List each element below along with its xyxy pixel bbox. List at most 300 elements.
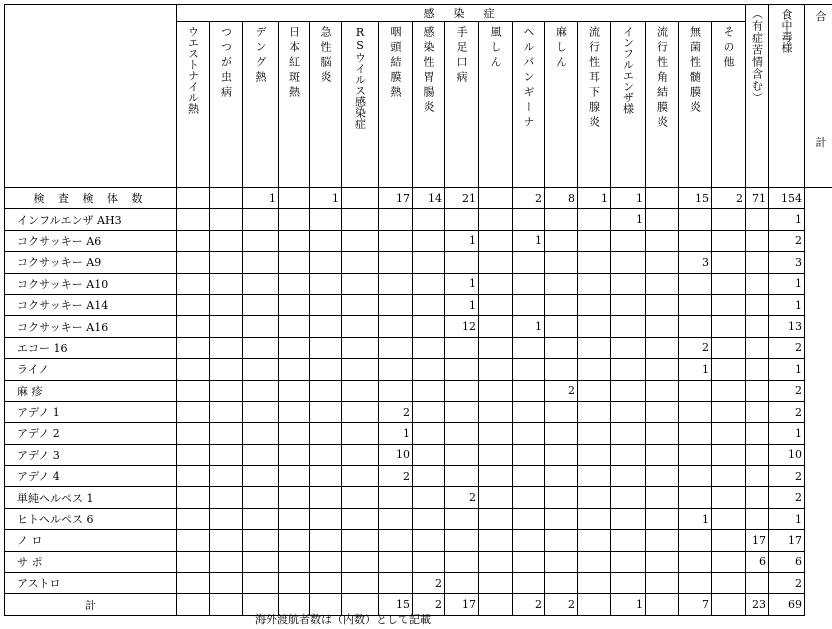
cell bbox=[177, 230, 210, 251]
cell: 8 bbox=[545, 188, 578, 209]
cell: 2 bbox=[545, 594, 578, 615]
cell: 2 bbox=[712, 188, 746, 209]
cell bbox=[578, 444, 611, 465]
cell bbox=[279, 294, 310, 315]
cell bbox=[445, 573, 479, 594]
cell bbox=[279, 423, 310, 444]
cell bbox=[310, 380, 342, 401]
row-total: 1 bbox=[769, 508, 805, 529]
cell bbox=[177, 508, 210, 529]
cell bbox=[513, 573, 545, 594]
cell bbox=[243, 380, 279, 401]
row-total: 2 bbox=[769, 573, 805, 594]
cell: 3 bbox=[679, 252, 712, 273]
cell: 1 bbox=[513, 230, 545, 251]
cell bbox=[413, 380, 445, 401]
cell bbox=[210, 487, 243, 508]
cell bbox=[210, 252, 243, 273]
cell bbox=[342, 444, 379, 465]
group-header-infectious-disease: 感 染 症 bbox=[177, 5, 746, 22]
cell bbox=[177, 423, 210, 444]
specimen-count-row bbox=[5, 188, 832, 209]
cell: 1 bbox=[611, 594, 646, 615]
row-total: 2 bbox=[769, 487, 805, 508]
cell bbox=[210, 530, 243, 551]
row-label: アデノ 3 bbox=[5, 444, 177, 465]
cell bbox=[243, 273, 279, 294]
cell bbox=[545, 487, 578, 508]
row-label: コクサッキー A10 bbox=[5, 273, 177, 294]
cell: 2 bbox=[379, 401, 413, 422]
row-total: 1 bbox=[769, 359, 805, 380]
cell: 1 bbox=[445, 230, 479, 251]
cell bbox=[279, 316, 310, 337]
cell bbox=[479, 230, 513, 251]
cell bbox=[243, 337, 279, 358]
cell bbox=[611, 487, 646, 508]
cell bbox=[545, 551, 578, 572]
cell bbox=[342, 423, 379, 444]
cell bbox=[342, 252, 379, 273]
cell bbox=[646, 530, 679, 551]
cell bbox=[210, 273, 243, 294]
cell bbox=[611, 466, 646, 487]
cell bbox=[413, 530, 445, 551]
cell bbox=[479, 594, 513, 615]
cell bbox=[611, 573, 646, 594]
cell bbox=[243, 294, 279, 315]
cell bbox=[712, 337, 746, 358]
cell bbox=[646, 380, 679, 401]
column-header-label: 咽頭結膜熱 bbox=[389, 26, 402, 101]
column-header-label: 風しん bbox=[489, 26, 502, 71]
cell bbox=[445, 380, 479, 401]
cell bbox=[646, 230, 679, 251]
column-header-9 bbox=[479, 22, 513, 188]
cell bbox=[310, 573, 342, 594]
column-header-label: その他 bbox=[722, 26, 736, 71]
cell bbox=[545, 230, 578, 251]
cell: 1 bbox=[243, 188, 279, 209]
cell bbox=[513, 294, 545, 315]
cell bbox=[545, 359, 578, 380]
cell bbox=[578, 337, 611, 358]
cell bbox=[243, 423, 279, 444]
row-total: 2 bbox=[769, 230, 805, 251]
cell bbox=[746, 252, 769, 273]
cell bbox=[342, 401, 379, 422]
cell bbox=[746, 444, 769, 465]
column-header-8 bbox=[445, 22, 479, 188]
cell bbox=[611, 508, 646, 529]
cell bbox=[413, 252, 445, 273]
cell bbox=[712, 466, 746, 487]
cell bbox=[545, 252, 578, 273]
cell: 2 bbox=[413, 594, 445, 615]
cell bbox=[310, 252, 342, 273]
cell bbox=[210, 508, 243, 529]
cell bbox=[578, 252, 611, 273]
cell bbox=[177, 380, 210, 401]
cell bbox=[513, 423, 545, 444]
cell bbox=[611, 444, 646, 465]
cell bbox=[342, 573, 379, 594]
column-header-14 bbox=[646, 22, 679, 188]
cell bbox=[279, 573, 310, 594]
cell bbox=[479, 423, 513, 444]
cell: 1 bbox=[611, 188, 646, 209]
cell bbox=[545, 423, 578, 444]
cell bbox=[177, 594, 210, 615]
cell bbox=[646, 209, 679, 230]
cell bbox=[611, 423, 646, 444]
cell bbox=[513, 551, 545, 572]
column-header-label: 無菌性髄膜炎 bbox=[688, 26, 702, 116]
cell: 1 bbox=[379, 423, 413, 444]
cell bbox=[210, 444, 243, 465]
cell bbox=[679, 530, 712, 551]
column-header-label: （有症苦情含む） bbox=[750, 8, 764, 104]
column-header-1 bbox=[210, 22, 243, 188]
cell bbox=[479, 316, 513, 337]
cell bbox=[342, 508, 379, 529]
cell bbox=[243, 466, 279, 487]
cell bbox=[279, 188, 310, 209]
row-label: 計 bbox=[5, 594, 177, 615]
cell bbox=[445, 530, 479, 551]
row-total: 3 bbox=[769, 252, 805, 273]
cell bbox=[243, 252, 279, 273]
cell bbox=[210, 294, 243, 315]
cell bbox=[210, 401, 243, 422]
cell bbox=[679, 401, 712, 422]
cell bbox=[611, 337, 646, 358]
cell bbox=[342, 294, 379, 315]
cell bbox=[513, 359, 545, 380]
table-row bbox=[5, 508, 832, 529]
cell bbox=[679, 294, 712, 315]
cell bbox=[310, 316, 342, 337]
cell bbox=[445, 252, 479, 273]
cell bbox=[310, 209, 342, 230]
cell bbox=[243, 209, 279, 230]
cell bbox=[445, 551, 479, 572]
cell bbox=[479, 359, 513, 380]
row-total: 69 bbox=[769, 594, 805, 615]
table-row bbox=[5, 230, 832, 251]
column-header-15 bbox=[679, 22, 712, 188]
cell bbox=[210, 380, 243, 401]
cell bbox=[545, 444, 578, 465]
cell: 15 bbox=[679, 188, 712, 209]
cell bbox=[210, 188, 243, 209]
cell bbox=[679, 466, 712, 487]
column-header-label: 感染性胃腸炎 bbox=[422, 26, 435, 116]
cell bbox=[379, 530, 413, 551]
cell bbox=[712, 273, 746, 294]
cell bbox=[243, 359, 279, 380]
cell bbox=[578, 530, 611, 551]
cell: 17 bbox=[379, 188, 413, 209]
cell bbox=[177, 401, 210, 422]
table-row bbox=[5, 466, 832, 487]
column-header-food-poisoning bbox=[769, 5, 805, 188]
cell bbox=[746, 401, 769, 422]
cell bbox=[379, 359, 413, 380]
cell bbox=[479, 573, 513, 594]
cell bbox=[646, 316, 679, 337]
cell bbox=[712, 294, 746, 315]
cell bbox=[545, 294, 578, 315]
cell: 1 bbox=[513, 316, 545, 337]
cell bbox=[479, 444, 513, 465]
cell bbox=[413, 316, 445, 337]
row-label: 単純ヘルペス 1 bbox=[5, 487, 177, 508]
cell bbox=[413, 273, 445, 294]
cell bbox=[646, 294, 679, 315]
cell: 12 bbox=[445, 316, 479, 337]
column-header-label: 麻しん bbox=[554, 26, 568, 71]
cell bbox=[611, 316, 646, 337]
row-label: コクサッキー A6 bbox=[5, 230, 177, 251]
cell bbox=[513, 530, 545, 551]
column-header-3 bbox=[279, 22, 310, 188]
cell bbox=[646, 508, 679, 529]
cell bbox=[445, 209, 479, 230]
cell bbox=[479, 252, 513, 273]
column-header-symptom-complaints bbox=[746, 5, 769, 188]
virus-detection-table bbox=[4, 4, 832, 616]
column-header-11 bbox=[545, 22, 578, 188]
cell bbox=[177, 444, 210, 465]
cell bbox=[279, 551, 310, 572]
table-row bbox=[5, 209, 832, 230]
cell bbox=[177, 487, 210, 508]
cell: 2 bbox=[545, 380, 578, 401]
cell bbox=[413, 230, 445, 251]
cell bbox=[578, 573, 611, 594]
cell bbox=[746, 294, 769, 315]
cell bbox=[177, 316, 210, 337]
cell bbox=[279, 466, 310, 487]
cell bbox=[310, 508, 342, 529]
cell bbox=[679, 423, 712, 444]
row-label: コクサッキー A16 bbox=[5, 316, 177, 337]
footnote: 海外渡航者数は（内数）として記載 bbox=[255, 613, 431, 626]
cell bbox=[243, 508, 279, 529]
row-label: ノ ロ bbox=[5, 530, 177, 551]
cell bbox=[279, 380, 310, 401]
table-row bbox=[5, 401, 832, 422]
cell bbox=[712, 380, 746, 401]
cell: 2 bbox=[445, 487, 479, 508]
table-row bbox=[5, 380, 832, 401]
cell bbox=[513, 444, 545, 465]
cell bbox=[310, 359, 342, 380]
row-total: 2 bbox=[769, 466, 805, 487]
column-header-4 bbox=[310, 22, 342, 188]
cell bbox=[210, 316, 243, 337]
cell: 2 bbox=[413, 573, 445, 594]
cell bbox=[611, 359, 646, 380]
cell bbox=[479, 188, 513, 209]
cell bbox=[679, 209, 712, 230]
cell bbox=[513, 487, 545, 508]
cell bbox=[413, 401, 445, 422]
cell bbox=[445, 466, 479, 487]
corner-cell bbox=[5, 5, 177, 188]
cell bbox=[445, 423, 479, 444]
cell bbox=[177, 337, 210, 358]
row-label: アデノ 2 bbox=[5, 423, 177, 444]
column-header-2 bbox=[243, 22, 279, 188]
cell bbox=[611, 252, 646, 273]
cell bbox=[445, 401, 479, 422]
column-header-10 bbox=[513, 22, 545, 188]
cell bbox=[310, 487, 342, 508]
cell bbox=[177, 466, 210, 487]
cell bbox=[746, 466, 769, 487]
cell: 1 bbox=[611, 209, 646, 230]
cell bbox=[310, 273, 342, 294]
cell bbox=[342, 188, 379, 209]
cell: 21 bbox=[445, 188, 479, 209]
cell bbox=[545, 530, 578, 551]
cell: 10 bbox=[379, 444, 413, 465]
cell bbox=[479, 294, 513, 315]
cell: 1 bbox=[310, 188, 342, 209]
table-row bbox=[5, 551, 832, 572]
cell bbox=[279, 337, 310, 358]
table-row bbox=[5, 316, 832, 337]
cell bbox=[279, 273, 310, 294]
column-header-label: ヘルパンギーナ bbox=[522, 26, 535, 131]
cell bbox=[646, 359, 679, 380]
cell bbox=[210, 573, 243, 594]
cell bbox=[279, 444, 310, 465]
cell bbox=[679, 230, 712, 251]
cell bbox=[712, 530, 746, 551]
table-row bbox=[5, 294, 832, 315]
cell bbox=[479, 551, 513, 572]
cell bbox=[679, 487, 712, 508]
cell: 7 bbox=[679, 594, 712, 615]
cell bbox=[177, 252, 210, 273]
cell bbox=[342, 273, 379, 294]
cell bbox=[746, 423, 769, 444]
table-row bbox=[5, 573, 832, 594]
row-total: 1 bbox=[769, 273, 805, 294]
cell bbox=[712, 359, 746, 380]
cell bbox=[342, 530, 379, 551]
cell bbox=[545, 466, 578, 487]
cell bbox=[445, 508, 479, 529]
cell bbox=[513, 252, 545, 273]
cell: 71 bbox=[746, 188, 769, 209]
cell: 1 bbox=[578, 188, 611, 209]
cell bbox=[279, 508, 310, 529]
cell bbox=[177, 551, 210, 572]
cell bbox=[413, 487, 445, 508]
table-row bbox=[5, 273, 832, 294]
cell bbox=[646, 401, 679, 422]
cell bbox=[679, 573, 712, 594]
column-header-12 bbox=[578, 22, 611, 188]
cell: 1 bbox=[445, 273, 479, 294]
cell: 15 bbox=[379, 594, 413, 615]
cell bbox=[646, 594, 679, 615]
cell bbox=[578, 487, 611, 508]
cell bbox=[177, 530, 210, 551]
cell bbox=[712, 487, 746, 508]
cell bbox=[279, 359, 310, 380]
row-total: 17 bbox=[769, 530, 805, 551]
cell bbox=[210, 209, 243, 230]
cell bbox=[578, 230, 611, 251]
cell bbox=[342, 209, 379, 230]
cell bbox=[545, 337, 578, 358]
cell bbox=[646, 423, 679, 444]
cell bbox=[611, 273, 646, 294]
cell bbox=[513, 209, 545, 230]
row-label: 麻 疹 bbox=[5, 380, 177, 401]
cell bbox=[513, 401, 545, 422]
cell bbox=[279, 401, 310, 422]
row-total: 13 bbox=[769, 316, 805, 337]
cell bbox=[413, 444, 445, 465]
cell bbox=[578, 294, 611, 315]
cell bbox=[243, 401, 279, 422]
cell bbox=[712, 316, 746, 337]
column-header-label: 食中毒様 bbox=[780, 9, 794, 53]
cell: 17 bbox=[445, 594, 479, 615]
cell bbox=[746, 573, 769, 594]
cell bbox=[310, 294, 342, 315]
row-total: 2 bbox=[769, 337, 805, 358]
column-header-6 bbox=[379, 22, 413, 188]
cell bbox=[578, 401, 611, 422]
cell bbox=[611, 530, 646, 551]
row-total: 154 bbox=[769, 188, 805, 209]
cell bbox=[445, 337, 479, 358]
cell bbox=[746, 337, 769, 358]
cell bbox=[243, 444, 279, 465]
cell bbox=[177, 188, 210, 209]
row-total: 2 bbox=[769, 380, 805, 401]
cell bbox=[379, 551, 413, 572]
cell bbox=[578, 359, 611, 380]
cell bbox=[379, 573, 413, 594]
cell bbox=[679, 444, 712, 465]
cell bbox=[712, 401, 746, 422]
cell bbox=[413, 551, 445, 572]
row-total: 1 bbox=[769, 294, 805, 315]
cell bbox=[445, 444, 479, 465]
column-header-label: RSウイルス感染症 bbox=[353, 26, 367, 129]
row-label: アデノ 4 bbox=[5, 466, 177, 487]
cell bbox=[479, 337, 513, 358]
cell bbox=[479, 273, 513, 294]
cell bbox=[646, 252, 679, 273]
cell bbox=[611, 294, 646, 315]
cell bbox=[578, 380, 611, 401]
cell bbox=[210, 551, 243, 572]
column-header-label: つつが虫病 bbox=[219, 26, 233, 101]
cell bbox=[712, 573, 746, 594]
cell bbox=[342, 359, 379, 380]
cell: 1 bbox=[679, 508, 712, 529]
row-label: コクサッキー A9 bbox=[5, 252, 177, 273]
